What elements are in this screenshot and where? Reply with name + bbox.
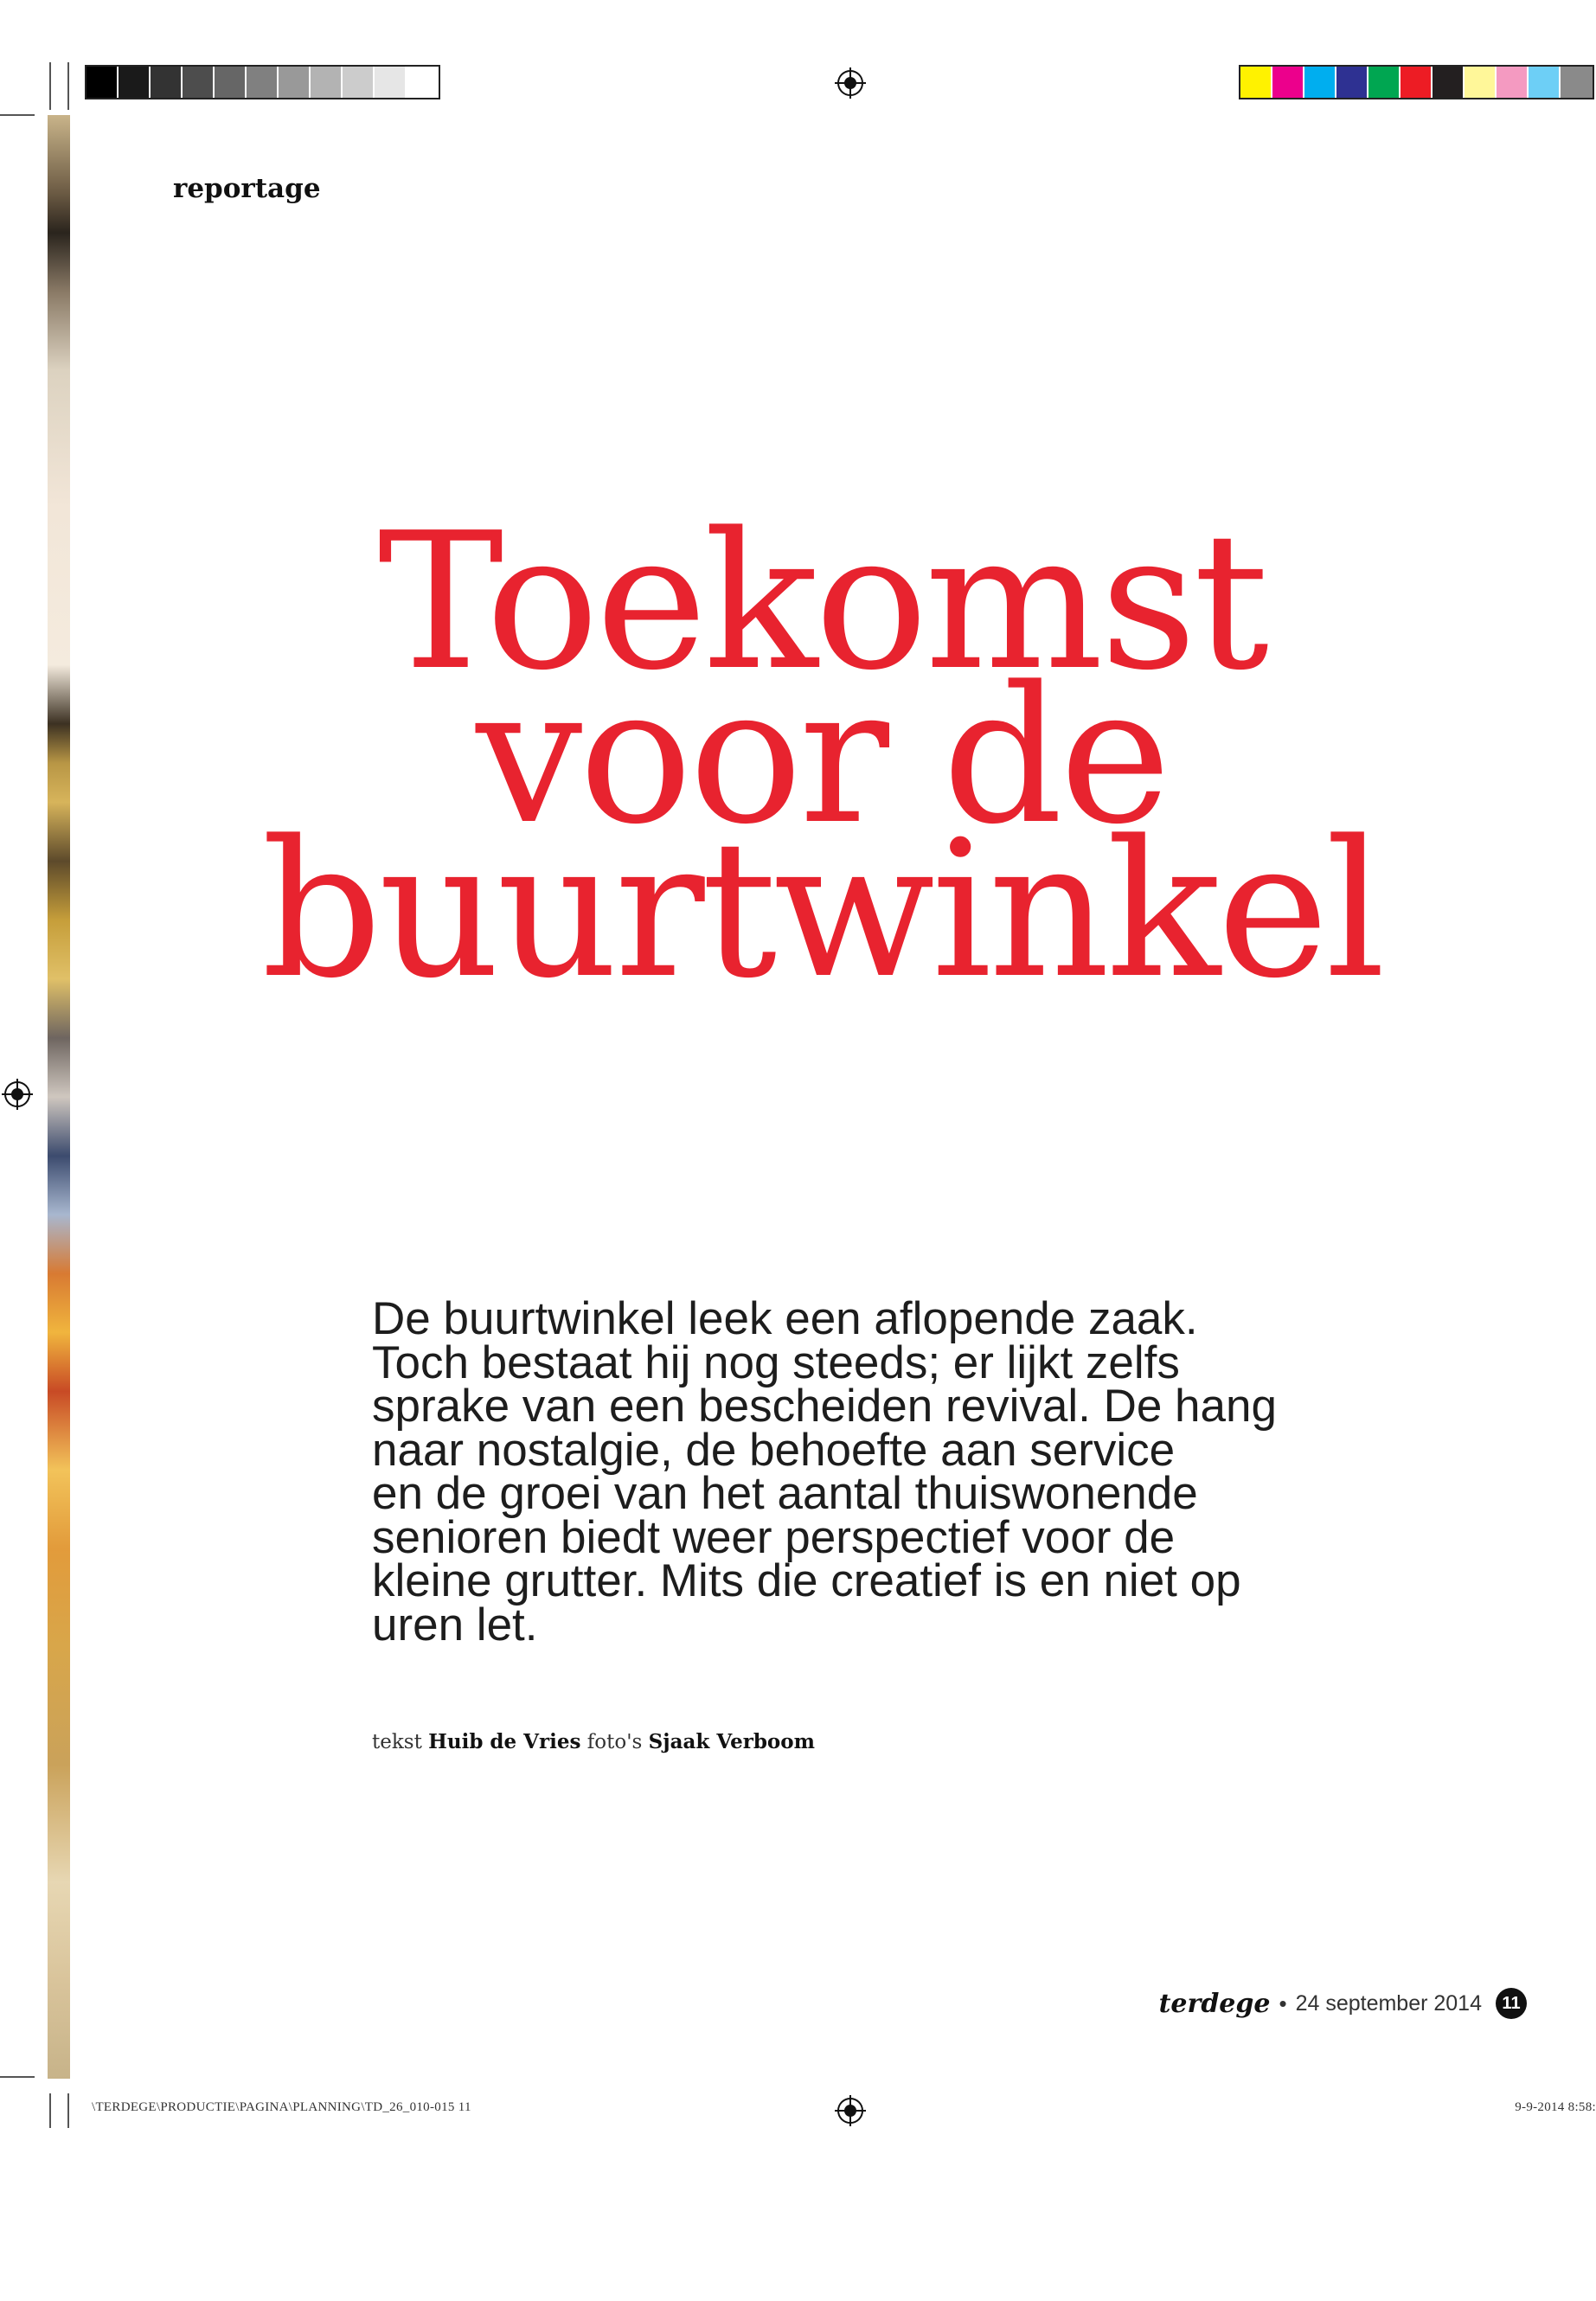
photo-credit-label: foto's bbox=[586, 1731, 643, 1753]
magazine-logo: terdege bbox=[1158, 1988, 1271, 2019]
color-swatch-9 bbox=[1497, 67, 1529, 98]
color-swatch-5 bbox=[1368, 67, 1401, 98]
crop-mark-bl-v1 bbox=[49, 2093, 51, 2128]
headline-line-2: voor de bbox=[476, 647, 1168, 866]
registration-mark-top bbox=[835, 67, 866, 99]
intro-line: Toch bestaat hij nog steeds; er lijkt zelfs bbox=[372, 1336, 1180, 1388]
registration-mark-left bbox=[2, 1079, 33, 1110]
intro-line: uren let. bbox=[372, 1599, 538, 1650]
issue-date: 24 september 2014 bbox=[1295, 1990, 1482, 2016]
author-name: Huib de Vries bbox=[428, 1730, 581, 1753]
folio bbox=[1159, 1988, 1527, 2019]
section-label: reportage bbox=[173, 173, 321, 204]
intro-line: en de groei van het aantal thuiswonende bbox=[372, 1468, 1198, 1519]
color-swatch-1 bbox=[1240, 67, 1272, 98]
intro-line: senioren biedt weer perspectief voor de bbox=[372, 1511, 1176, 1563]
slug-timestamp: 9-9-2014 8:58: bbox=[1515, 2100, 1596, 2114]
gray-swatch-1 bbox=[87, 67, 119, 98]
color-swatch-6 bbox=[1401, 67, 1433, 98]
gray-swatch-7 bbox=[279, 67, 311, 98]
gray-swatch-2 bbox=[119, 67, 151, 98]
intro-line: naar nostalgie, de behoefte aan service bbox=[372, 1424, 1176, 1476]
registration-mark-bottom bbox=[835, 2095, 866, 2126]
intro-line: sprake van een bescheiden revival. De hang bbox=[372, 1381, 1277, 1432]
gray-swatch-11 bbox=[407, 67, 439, 98]
gray-swatch-6 bbox=[247, 67, 279, 98]
gray-swatch-5 bbox=[215, 67, 247, 98]
gray-swatch-10 bbox=[375, 67, 407, 98]
intro-line: kleine grutter. Mits die creatief is en niet op bbox=[372, 1555, 1241, 1606]
gray-swatch-8 bbox=[311, 67, 343, 98]
color-swatch-2 bbox=[1272, 67, 1304, 98]
gray-swatch-3 bbox=[151, 67, 183, 98]
photographer-name: Sjaak Verboom bbox=[648, 1730, 815, 1753]
page-number: 11 bbox=[1496, 1988, 1527, 2019]
color-swatch-11 bbox=[1561, 67, 1593, 98]
grayscale-bar bbox=[85, 65, 440, 99]
gray-swatch-9 bbox=[343, 67, 375, 98]
folio-bullet: • bbox=[1279, 1990, 1287, 2016]
headline-line-1: Toekomst bbox=[377, 493, 1266, 712]
color-swatch-10 bbox=[1529, 67, 1561, 98]
color-swatch-7 bbox=[1433, 67, 1465, 98]
crop-mark-tl-h bbox=[0, 114, 35, 116]
photo-edge-strip bbox=[48, 115, 70, 2079]
gray-swatch-4 bbox=[183, 67, 215, 98]
intro-paragraph bbox=[372, 1293, 1384, 1650]
intro-line: De buurtwinkel leek een aflopende zaak. bbox=[372, 1293, 1198, 1344]
crop-mark-bl-v2 bbox=[67, 2093, 69, 2128]
color-swatch-8 bbox=[1465, 67, 1497, 98]
slug-file-path: \TERDEGE\PRODUCTIE\PAGINA\PLANNING\TD_26_010-015 11 bbox=[92, 2100, 471, 2114]
color-bar bbox=[1239, 65, 1594, 99]
color-swatch-4 bbox=[1336, 67, 1368, 98]
byline bbox=[372, 1730, 815, 1753]
headline bbox=[130, 493, 1514, 1020]
color-swatch-3 bbox=[1304, 67, 1336, 98]
text-credit-label: tekst bbox=[372, 1731, 422, 1753]
crop-mark-tl-v1 bbox=[49, 62, 51, 110]
headline-line-3: buurtwinkel bbox=[261, 801, 1382, 1020]
crop-mark-tl-v2 bbox=[67, 62, 69, 110]
crop-mark-bl-h bbox=[0, 2076, 35, 2078]
